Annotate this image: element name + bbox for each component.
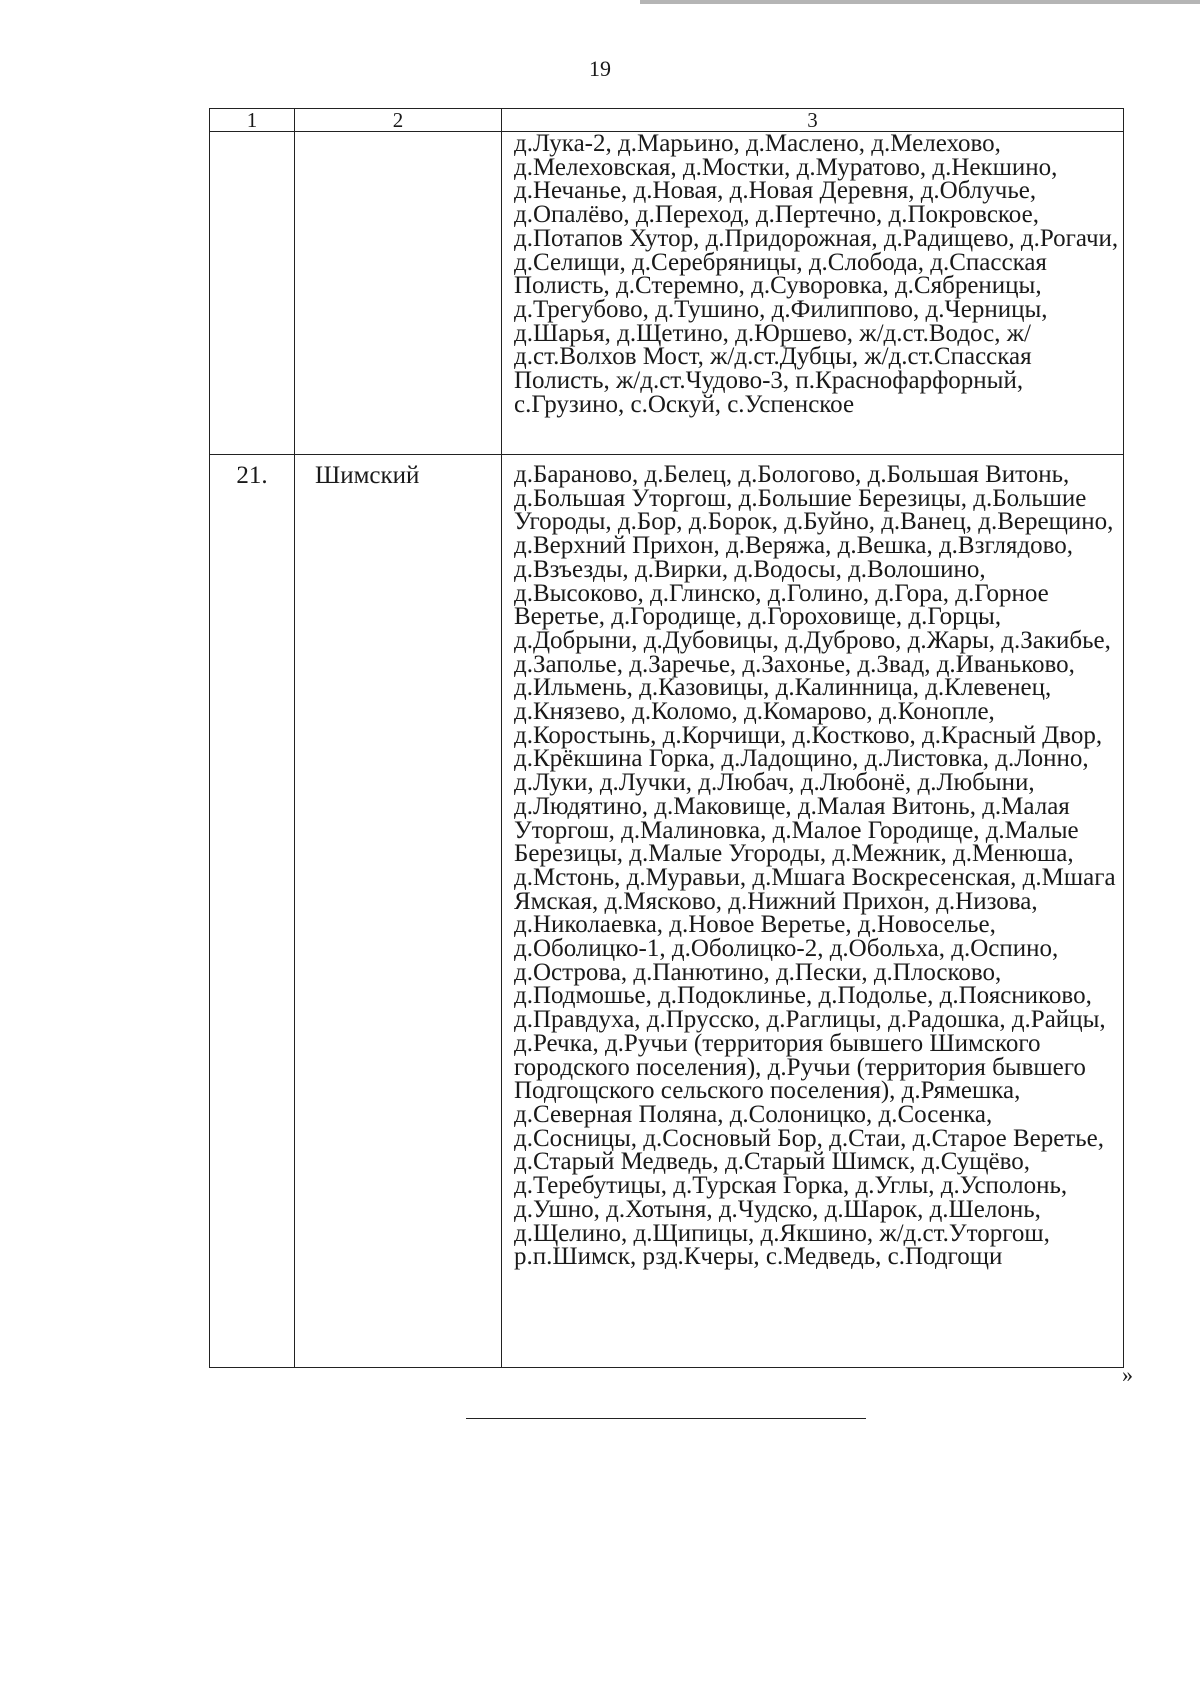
table-header-row: [210, 109, 1124, 132]
settlements-table: [209, 108, 1124, 1368]
settlements-list: д.Бараново, д.Белец, д.Бологово, д.Большая Витонь, д.Большая Уторгош, д.Большие Березицы, д.Большие Угороды, д.Бор, д.Борок, д.Буйно, д.Ванец, д.Верещино, д.Верхний Прихон, д.Веряжа, д.Вешка, д.Взглядово, д.Взъезды, д.Вирки, д.Водосы, д.Волошино, д.Высоково, д.Глинско, д.Голино, д.Гора, д.Горное Веретье, д.Городище, д.Гороховище, д.Горцы, д.Добрыни, д.Дубовицы, д.Дуброво, д.Жары, д.Закибье, д.Заполье, д.Заречье, д.Захонье, д.Звад, д.Иваньково, д.Ильмень, д.Казовицы, д.Калинница, д.Клевенец, д.Князево, д.Коломо, д.Комарово, д.Конопле, д.Коростынь, д.Корчищи, д.Костково, д.Красный Двор, д.Крёкшина Горка, д.Ладощино, д.Листовка, д.Лонно, д.Луки, д.Лучки, д.Любач, д.Любонё, д.Любыни, д.Людятино, д.Маковище, д.Малая Витонь, д.Малая Уторгош, д.Малиновка, д.Малое Городище, д.Малые Березицы, д.Малые Угороды, д.Межник, д.Менюша, д.Мстонь, д.Муравьи, д.Мшага Воскресенская, д.Мшага Ямская, д.Мясково, д.Нижний Прихон, д.Низова, д.Николаевка, д.Новое Веретье, д.Новоселье, д.Оболицко-1, д.Оболицко-2, д.Обольха, д.Оспино, д.Острова, д.Панютино, д.Пески, д.Плосково, д.Подмошье, д.Подоклинье, д.Подолье, д.Поясниково, д.Правдуха, д.Прусско, д.Раглицы, д.Радошка, д.Райцы, д.Речка, д.Ручьи (территория бывшего Шимского городского поселения), д.Ручьи (территория бывшего Подгощского сельского поселения), д.Рямешка, д.Северная Поляна, д.Солоницко, д.Сосенка, д.Сосницы, д.Сосновый Бор, д.Стаи, д.Старое Веретье, д.Старый Медведь, д.Старый Шимск, д.Сущёво, д.Теребутицы, д.Турская Горка, д.Углы, д.Усполонь, д.Ушно, д.Хотыня, д.Чудско, д.Шарок, д.Шелонь, д.Щелино, д.Щипицы, д.Якшино, ж/д.ст.Уторгош, р.п.Шимск, рзд.Кчеры, с.Медведь, с.Подгощи: [502, 455, 1124, 1368]
header-col-2: 2: [295, 109, 502, 132]
row-number: 21.: [210, 455, 295, 1368]
header-col-3: 3: [502, 109, 1124, 132]
top-edge-rule: [640, 0, 1200, 4]
district-name: [295, 132, 502, 455]
header-col-1: 1: [210, 109, 295, 132]
closing-quote: »: [1122, 1362, 1133, 1387]
end-divider-line: [466, 1418, 866, 1419]
district-name: Шимский: [295, 455, 502, 1368]
table-row: [210, 455, 1124, 1368]
page-number: 19: [589, 56, 611, 81]
row-number: [210, 132, 295, 455]
settlements-list: д.Лука-2, д.Марьино, д.Маслено, д.Мелехово, д.Мелеховская, д.Мостки, д.Муратово, д.Некшино, д.Нечанье, д.Новая, д.Новая Деревня, д.Облучье, д.Опалёво, д.Переход, д.Пертечно, д.Покровское, д.Потапов Хутор, д.Придорожная, д.Радищево, д.Рогачи, д.Селищи, д.Серебряницы, д.Слобода, д.Спасская Полисть, д.Стеремно, д.Суворовка, д.Сябреницы, д.Трегубово, д.Тушино, д.Филиппово, д.Черницы, д.Шарья, д.Щетино, д.Юршево, ж/д.ст.Водос, ж/д.ст.Волхов Мост, ж/д.ст.Дубцы, ж/д.ст.Спасская Полисть, ж/д.ст.Чудово-3, п.Краснофарфорный, с.Грузино, с.Оскуй, с.Успенское: [502, 132, 1124, 455]
table-row: [210, 132, 1124, 455]
